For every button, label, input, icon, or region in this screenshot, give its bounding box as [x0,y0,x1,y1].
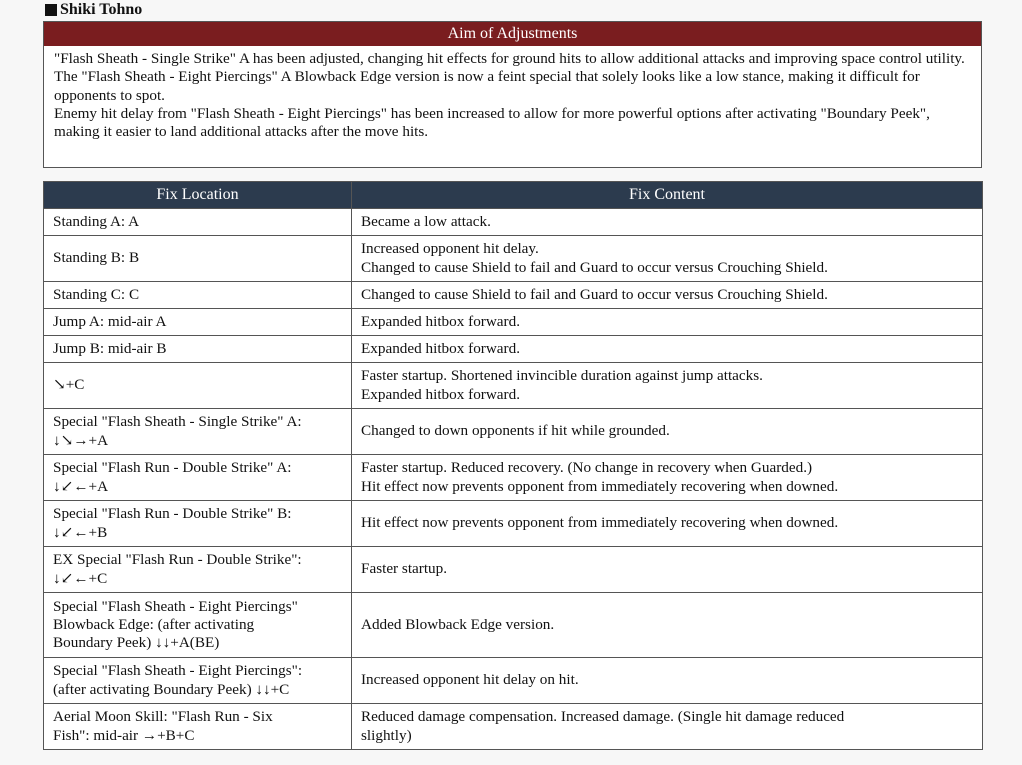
cell-line: Hit effect now prevents opponent from immediately recovering when downed. [361,477,839,495]
table-row [44,501,983,547]
cell-line: Reduced damage compensation. Increased damage. (Single hit damage reduced [361,708,845,726]
table-row [44,282,983,309]
cell-line: Changed to down opponents if hit while grounded. [361,422,670,440]
fix-location-cell [44,309,352,336]
table-row [44,209,983,236]
fix-location-cell [44,593,352,658]
cell-line: Expanded hitbox forward. [361,339,521,357]
aim-paragraph: Enemy hit delay from "Flash Sheath - Eight Piercings" has been increased to allow for more powerful options after activating "Boundary Peek", making it easier to land additional attacks after the move hits. [54,104,930,141]
fix-location-cell [44,547,352,593]
table-row [44,336,983,363]
fix-content-cell [352,282,983,309]
cell-line: Special "Flash Run - Double Strike" A: [53,459,292,477]
aim-header: Aim of Adjustments [44,22,981,46]
fix-table-body [44,209,983,750]
fix-location-cell [44,704,352,750]
cell-line: ↓↙←+B [53,523,108,541]
black-square-icon [45,4,57,16]
cell-line: Fish": mid-air →+B+C [53,726,195,744]
fix-content-cell [352,547,983,593]
table-row [44,593,983,658]
fix-location-cell [44,455,352,501]
fix-location-cell [44,409,352,455]
cell-line: Aerial Moon Skill: "Flash Run - Six [53,708,273,726]
fix-location-cell [44,363,352,409]
cell-line: Faster startup. [361,560,448,578]
aim-of-adjustments-box [43,21,982,168]
cell-line: Expanded hitbox forward. [361,312,521,330]
cell-line: Increased opponent hit delay. [361,240,539,258]
fix-table-header-row [44,182,983,209]
cell-line: Increased opponent hit delay on hit. [361,671,579,689]
character-name: Shiki Tohno [60,1,143,18]
fix-content-cell [352,593,983,658]
cell-line: slightly) [361,726,412,744]
cell-line: Became a low attack. [361,212,491,230]
aim-paragraph: The "Flash Sheath - Eight Piercings" A Blowback Edge version is now a feint special that solely looks like a low stance, making it difficult for opponents to spot. [54,68,920,104]
fix-content-cell [352,409,983,455]
cell-line: Special "Flash Sheath - Single Strike" A: [53,413,302,431]
fix-content-cell [352,704,983,750]
fix-content-cell [352,455,983,501]
cell-line: Standing A: A [53,212,140,230]
fix-location-cell [44,236,352,282]
cell-line: (after activating Boundary Peek) ↓↓+C [53,680,290,698]
cell-line: ↘+C [53,376,85,394]
table-row [44,658,983,704]
cell-line: Boundary Peek) ↓↓+A(BE) [53,634,220,652]
cell-line: Faster startup. Reduced recovery. (No change in recovery when Guarded.) [361,459,813,477]
table-row [44,363,983,409]
cell-line: ↓↙←+C [53,569,108,587]
fix-location-cell [44,658,352,704]
cell-line: Jump A: mid-air A [53,312,167,330]
aim-paragraph: "Flash Sheath - Single Strike" A has been adjusted, changing hit effects for ground hits to allow additional attacks and improving space control utility. [54,50,965,67]
fix-table [43,181,983,750]
table-row [44,409,983,455]
fix-content-cell [352,363,983,409]
fix-content-cell [352,336,983,363]
cell-line: Jump B: mid-air B [53,339,167,357]
table-row [44,236,983,282]
fix-content-cell [352,658,983,704]
cell-line: Changed to cause Shield to fail and Guard to occur versus Crouching Shield. [361,285,828,303]
fix-location-cell [44,282,352,309]
aim-text [44,46,981,141]
cell-line: Standing C: C [53,285,140,303]
fix-location-header: Fix Location [44,182,352,209]
table-row [44,309,983,336]
fix-content-cell [352,501,983,547]
fix-content-header: Fix Content [352,182,983,209]
cell-line: Faster startup. Shortened invincible duration against jump attacks. [361,367,763,385]
cell-line: Special "Flash Sheath - Eight Piercings": [53,662,303,680]
fix-location-cell [44,336,352,363]
fix-content-cell [352,309,983,336]
cell-line: Expanded hitbox forward. [361,385,521,403]
fix-content-cell [352,209,983,236]
fix-content-cell [352,236,983,282]
fix-location-cell [44,209,352,236]
cell-line: Blowback Edge: (after activating [53,615,255,633]
character-heading [45,1,142,19]
cell-line: Added Blowback Edge version. [361,615,555,633]
cell-line: EX Special "Flash Run - Double Strike": [53,551,302,569]
cell-line: Special "Flash Run - Double Strike" B: [53,505,292,523]
cell-line: Special "Flash Sheath - Eight Piercings" [53,597,298,615]
cell-line: Changed to cause Shield to fail and Guard to occur versus Crouching Shield. [361,258,828,276]
cell-line: ↓↙←+A [53,477,109,495]
table-row [44,704,983,750]
cell-line: Standing B: B [53,249,140,267]
cell-line: ↓↘→+A [53,431,109,449]
table-row [44,455,983,501]
fix-location-cell [44,501,352,547]
table-row [44,547,983,593]
cell-line: Hit effect now prevents opponent from immediately recovering when downed. [361,514,839,532]
